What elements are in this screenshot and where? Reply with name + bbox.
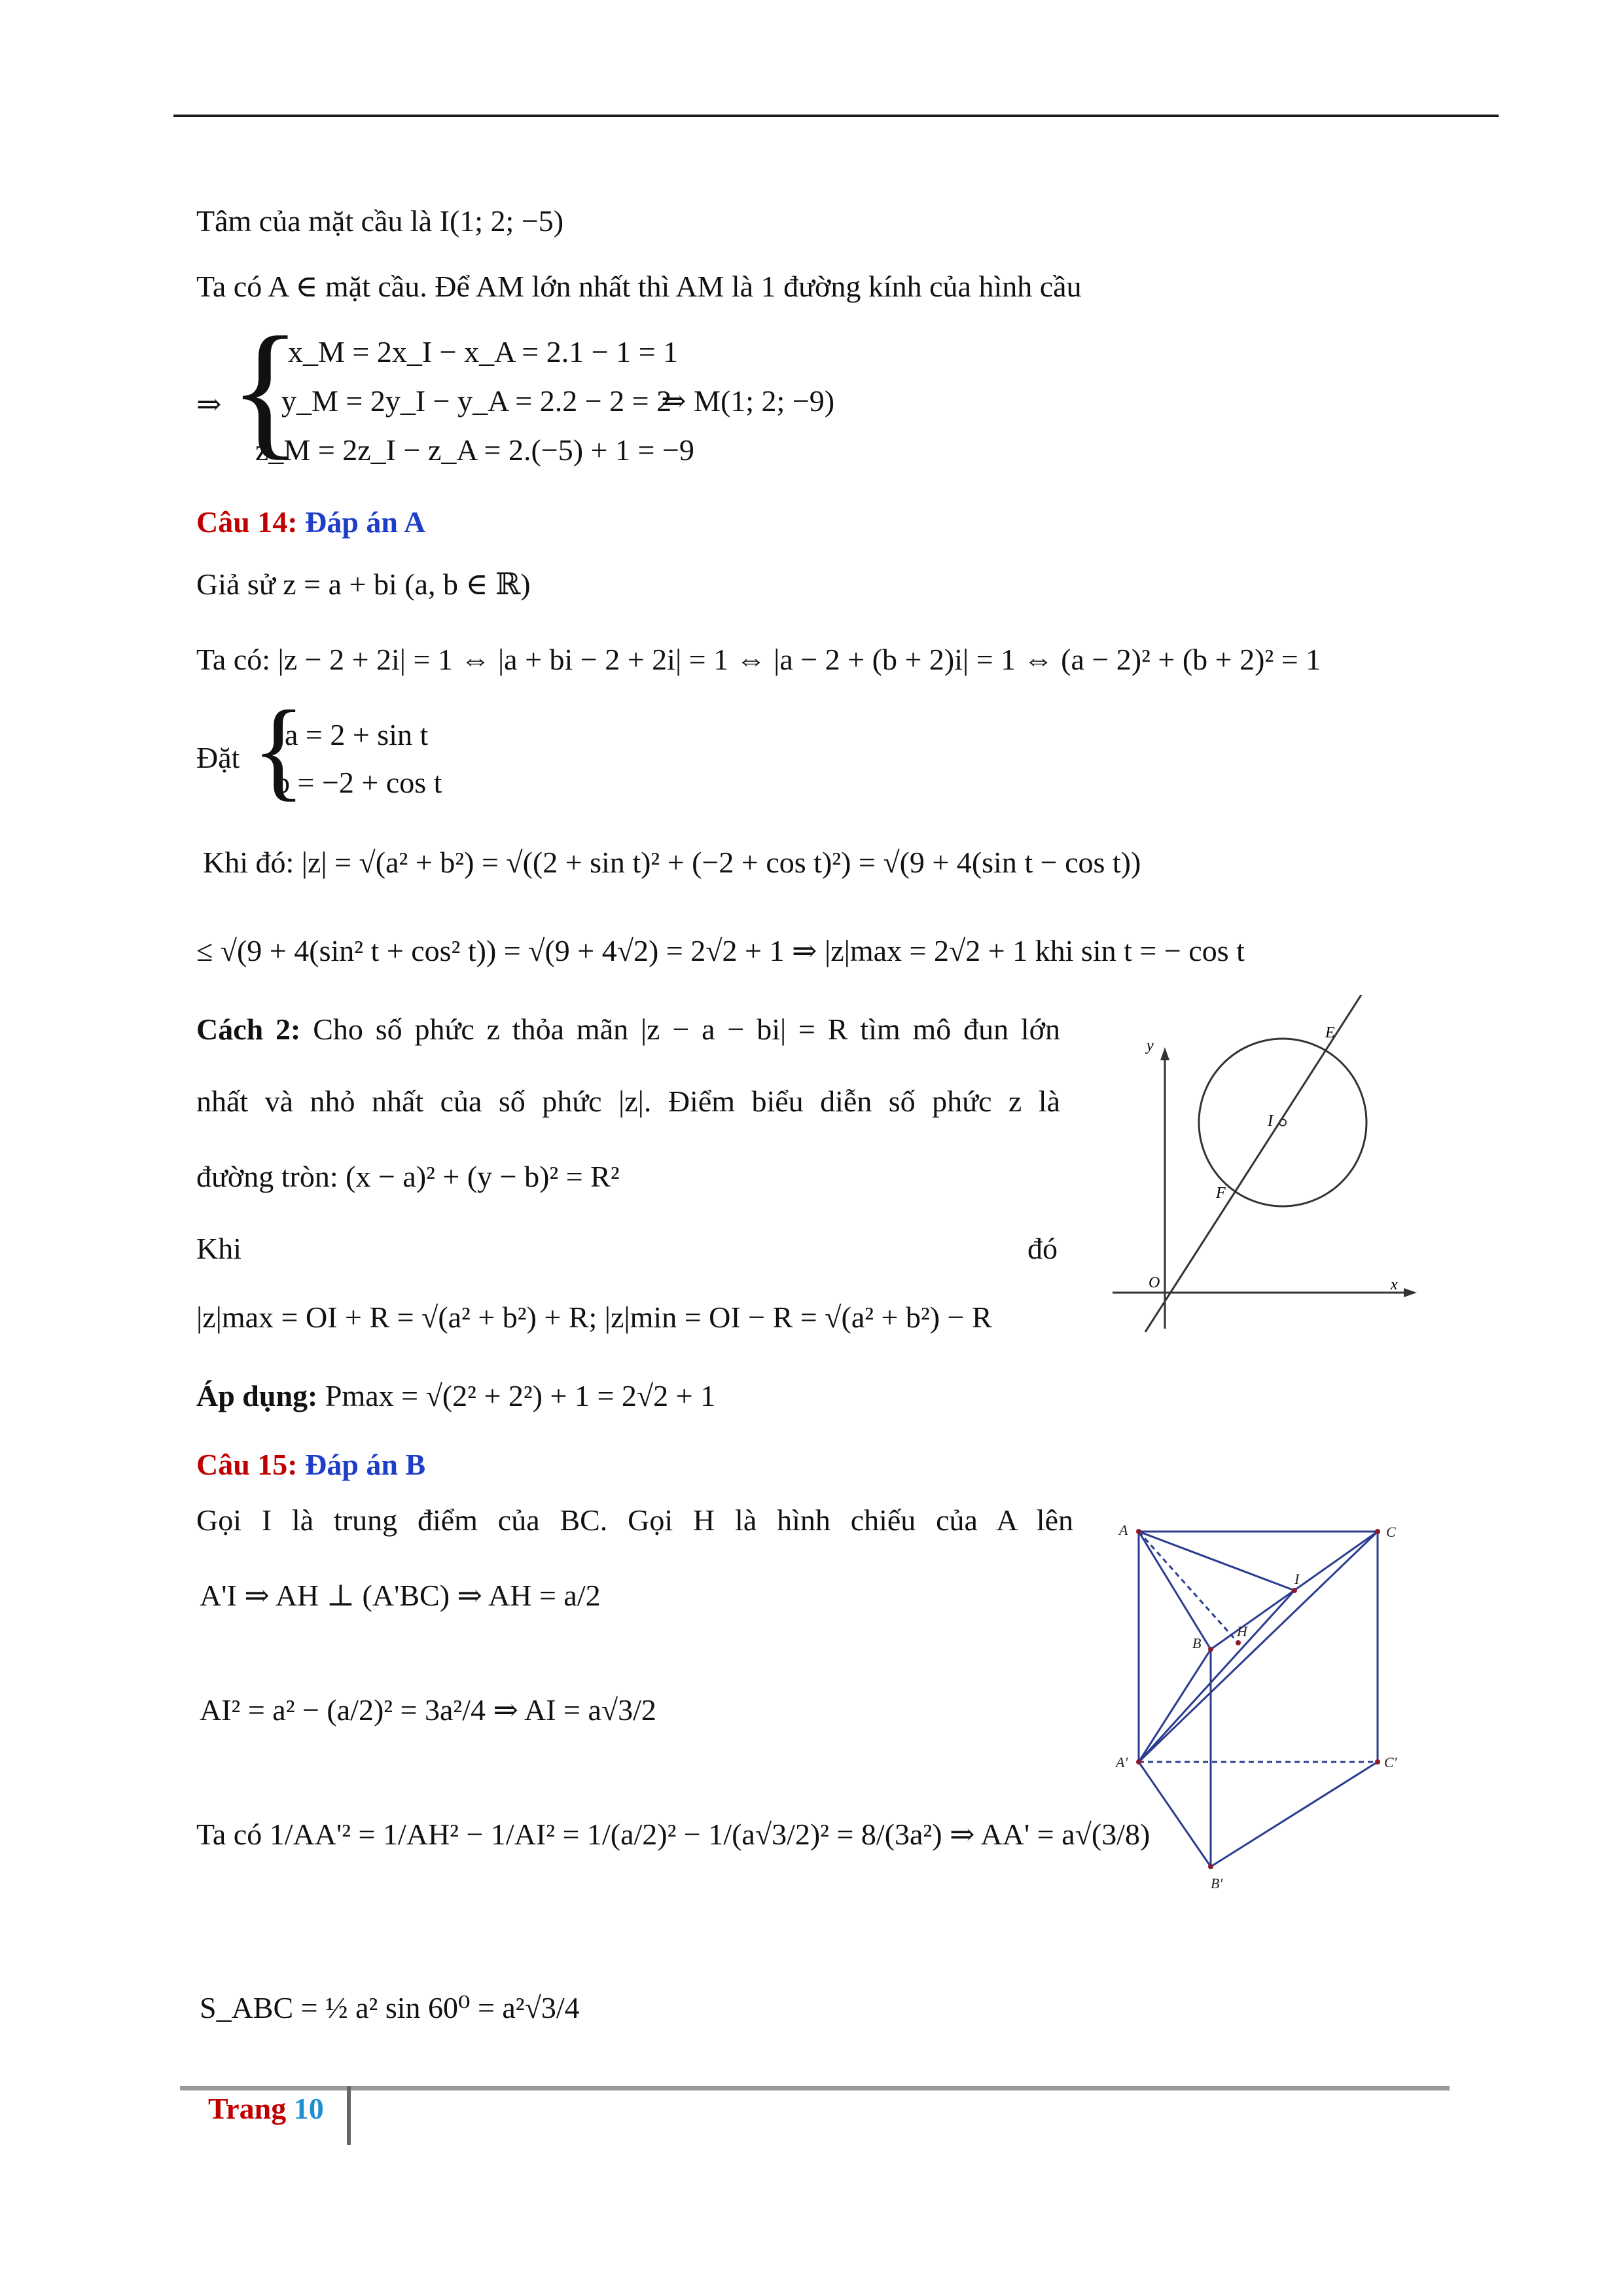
y-axis-arrow (1160, 1047, 1169, 1060)
q15-p1: Gọi I là trung điểm của BC. Gọi H là hình chiếu của A lên (196, 1503, 1073, 1537)
circle-figure (1099, 995, 1427, 1348)
q15-title: Câu 15: (196, 1448, 298, 1481)
q15-p2: A'I ⇒ AH ⊥ (A'BC) ⇒ AH = a/2 (200, 1579, 601, 1612)
footer-label: Trang (208, 2092, 287, 2125)
q15-answer: Đáp án B (305, 1448, 426, 1481)
system-result: ⇒ M(1; 2; −9) (661, 384, 835, 418)
point-c1 (1375, 1759, 1380, 1765)
system-brace: { (229, 306, 302, 473)
khi-label: Khi (196, 1232, 241, 1265)
q15-heading (196, 1446, 425, 1483)
label-o: O (1149, 1274, 1160, 1291)
footer-divider (347, 2086, 351, 2145)
q14-khido: Khi đó: |z| = √(a² + b²) = √((2 + sin t)² + (−2 + cos t)²) = √(9 + 4(sin t − cos t)) (203, 846, 1141, 879)
q14-suppose: Giả sử z = a + bi (a, b ∈ ℝ) (196, 567, 531, 601)
line-ai (1139, 1532, 1294, 1590)
system-z: z_M = 2z_I − z_A = 2.(−5) + 1 = −9 (255, 433, 694, 467)
q14-dat-a: a = 2 + sin t (285, 718, 429, 751)
implies-arrow: ⇒ (196, 387, 222, 421)
label-a1: A' (1116, 1754, 1128, 1770)
line-a1i (1139, 1590, 1294, 1762)
q14-dat-b: b = −2 + cos t (275, 766, 442, 799)
page-number: 10 (293, 2092, 324, 2125)
line-a1b (1139, 1649, 1211, 1762)
sphere-center-text: Tâm của mặt cầu là I(1; 2; −5) (196, 204, 564, 238)
cach2-line1: Cách 2: Cho số phức z thỏa mãn |z − a − bi| = R tìm mô đun lớn (196, 1013, 1061, 1046)
footer-rule (180, 2086, 1450, 2090)
q14-title: Câu 14: (196, 505, 298, 539)
label-i: I (1268, 1113, 1273, 1130)
page-footer (208, 2091, 324, 2126)
q14-dat-label: Đặt (196, 741, 240, 774)
point-b1 (1208, 1864, 1213, 1869)
label-b: B (1192, 1635, 1202, 1651)
label-b1: B' (1211, 1875, 1223, 1892)
point-a1 (1136, 1759, 1141, 1765)
q15-p4: Ta có 1/AA'² = 1/AH² − 1/AI² = 1/(a/2)² − 1/(a√3/2)² = 8/(3a²) ⇒ AA' = a√(3/8) (196, 1818, 1150, 1851)
do-label: đó (1027, 1232, 1058, 1265)
cach2-line2: nhất và nhỏ nhất của số phức |z|. Điểm biểu diễn số phức z là (196, 1085, 1060, 1118)
label-y: y (1147, 1037, 1154, 1054)
prism-figure (1113, 1505, 1427, 1911)
maxmin-line: |z|max = OI + R = √(a² + b²) + R; |z|min = OI − R = √(a² + b²) − R (196, 1300, 992, 1334)
label-e: E (1325, 1024, 1335, 1041)
cach2-line3: đường tròn: (x − a)² + (y − b)² = R² (196, 1160, 620, 1193)
system-x: x_M = 2x_I − x_A = 2.1 − 1 = 1 (288, 335, 679, 368)
point-a (1136, 1529, 1141, 1534)
label-h: H (1237, 1623, 1247, 1640)
q14-taco: Ta có: |z − 2 + 2i| = 1 ⇔ |a + bi − 2 + 2i| = 1 ⇔ |a − 2 + (b + 2)i| = 1 ⇔ (a − 2)² + (b + 2)² = 1 (196, 643, 1321, 676)
diameter-line (196, 268, 1082, 305)
label-c1: C' (1384, 1754, 1397, 1770)
line-ah (1139, 1532, 1238, 1643)
dat-brace: { (252, 688, 306, 811)
diameter-text: Ta có A ∈ mặt cầu. Để AM lớn nhất thì AM là 1 đường kính của hình cầu (196, 270, 1082, 303)
label-c: C (1386, 1524, 1396, 1540)
q14-answer: Đáp án A (305, 505, 426, 539)
label-a: A (1119, 1522, 1128, 1538)
point-h (1236, 1640, 1241, 1645)
point-i (1292, 1588, 1297, 1593)
point-b (1208, 1647, 1213, 1652)
line-a1c (1139, 1532, 1378, 1762)
edge-ab (1139, 1532, 1211, 1649)
q15-p5: S_ABC = ½ a² sin 60⁰ = a²√3/4 (200, 1991, 580, 2024)
circle (1199, 1039, 1366, 1206)
sphere-center-line (196, 203, 563, 240)
edge-a1b1 (1139, 1762, 1211, 1867)
x-axis-arrow (1404, 1288, 1417, 1297)
label-i2: I (1294, 1571, 1300, 1587)
system-y: y_M = 2y_I − y_A = 2.2 − 2 = 2 (281, 384, 672, 418)
point-c (1375, 1529, 1380, 1534)
edge-b1c1 (1211, 1762, 1378, 1867)
apdung-line: Áp dụng: Pmax = √(2² + 2²) + 1 = 2√2 + 1 (196, 1379, 716, 1412)
label-f: F (1216, 1185, 1226, 1202)
q14-heading (196, 504, 425, 541)
q14-inequality: ≤ √(9 + 4(sin² t + cos² t)) = √(9 + 4√2) = 2√2 + 1 ⇒ |z|max = 2√2 + 1 khi sin t = − cos t (196, 934, 1245, 967)
label-x: x (1391, 1276, 1398, 1293)
header-rule (173, 115, 1499, 117)
line-oi (1145, 995, 1361, 1332)
q15-p3: AI² = a² − (a/2)² = 3a²/4 ⇒ AI = a√3/2 (200, 1693, 656, 1727)
